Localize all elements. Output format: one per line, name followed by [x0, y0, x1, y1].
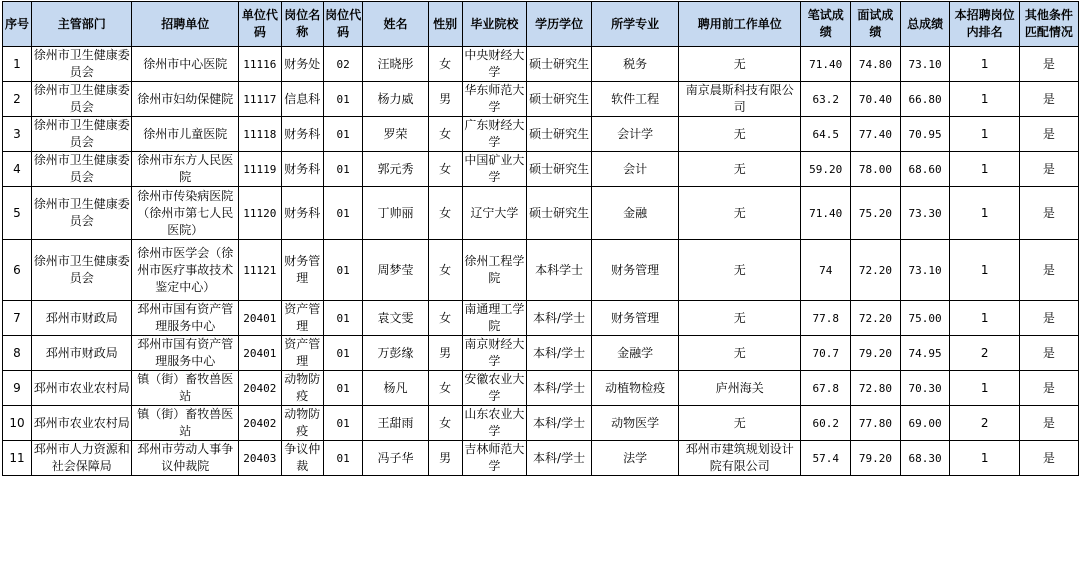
cell-interview: 79.20 [851, 441, 901, 476]
cell-other: 是 [1019, 371, 1078, 406]
header-seq: 序号 [3, 2, 32, 47]
cell-major: 财务管理 [592, 301, 679, 336]
cell-major: 软件工程 [592, 82, 679, 117]
cell-dept: 徐州市卫生健康委员会 [31, 240, 131, 301]
cell-dept: 徐州市卫生健康委员会 [31, 82, 131, 117]
cell-school: 中国矿业大学 [462, 152, 526, 187]
cell-post-code: 02 [324, 47, 363, 82]
cell-interview: 72.20 [851, 240, 901, 301]
cell-written: 74 [801, 240, 851, 301]
header-interview: 面试成绩 [851, 2, 901, 47]
cell-name: 杨凡 [363, 371, 428, 406]
cell-major: 法学 [592, 441, 679, 476]
header-total: 总成绩 [900, 2, 950, 47]
cell-interview: 79.20 [851, 336, 901, 371]
cell-post-name: 资产管理 [281, 301, 323, 336]
cell-prev-employer: 庐州海关 [679, 371, 801, 406]
cell-degree: 本科/学士 [526, 441, 591, 476]
cell-post-name: 动物防疫 [281, 406, 323, 441]
header-written: 笔试成绩 [801, 2, 851, 47]
cell-name: 郭元秀 [363, 152, 428, 187]
cell-seq: 10 [3, 406, 32, 441]
cell-name: 王甜雨 [363, 406, 428, 441]
cell-gender: 女 [428, 371, 462, 406]
cell-school: 广东财经大学 [462, 117, 526, 152]
cell-total: 73.10 [900, 240, 950, 301]
cell-unit-code: 20402 [239, 406, 281, 441]
table-row [3, 336, 1079, 371]
cell-unit: 徐州市医学会（徐州市医疗事故技术鉴定中心） [132, 240, 239, 301]
cell-dept: 徐州市卫生健康委员会 [31, 152, 131, 187]
cell-unit: 邳州市国有资产管理服务中心 [132, 301, 239, 336]
cell-post-name: 财务科 [281, 187, 323, 240]
cell-name: 冯子华 [363, 441, 428, 476]
cell-other: 是 [1019, 301, 1078, 336]
cell-prev-employer: 无 [679, 301, 801, 336]
header-prev-employer: 聘用前工作单位 [679, 2, 801, 47]
cell-major: 会计学 [592, 117, 679, 152]
cell-name: 杨力威 [363, 82, 428, 117]
cell-gender: 男 [428, 441, 462, 476]
cell-name: 汪晓彤 [363, 47, 428, 82]
header-degree: 学历学位 [526, 2, 591, 47]
cell-unit: 镇（街）畜牧兽医站 [132, 406, 239, 441]
cell-name: 周梦莹 [363, 240, 428, 301]
cell-unit-code: 11119 [239, 152, 281, 187]
cell-rank: 1 [950, 441, 1019, 476]
cell-total: 70.95 [900, 117, 950, 152]
cell-unit-code: 20401 [239, 301, 281, 336]
cell-other: 是 [1019, 152, 1078, 187]
cell-rank: 1 [950, 371, 1019, 406]
cell-post-name: 财务科 [281, 152, 323, 187]
cell-seq: 1 [3, 47, 32, 82]
roster-table [2, 1, 1079, 476]
cell-other: 是 [1019, 47, 1078, 82]
cell-prev-employer: 无 [679, 406, 801, 441]
cell-interview: 74.80 [851, 47, 901, 82]
cell-rank: 1 [950, 301, 1019, 336]
cell-interview: 72.80 [851, 371, 901, 406]
cell-rank: 1 [950, 240, 1019, 301]
cell-major: 会计 [592, 152, 679, 187]
table-row [3, 441, 1079, 476]
cell-total: 73.10 [900, 47, 950, 82]
cell-written: 57.4 [801, 441, 851, 476]
cell-total: 70.30 [900, 371, 950, 406]
cell-unit-code: 11117 [239, 82, 281, 117]
header-row [3, 2, 1079, 47]
cell-rank: 1 [950, 47, 1019, 82]
cell-gender: 男 [428, 82, 462, 117]
cell-total: 68.60 [900, 152, 950, 187]
cell-written: 67.8 [801, 371, 851, 406]
cell-other: 是 [1019, 82, 1078, 117]
cell-post-code: 01 [324, 117, 363, 152]
cell-other: 是 [1019, 117, 1078, 152]
cell-post-name: 财务管理 [281, 240, 323, 301]
cell-rank: 1 [950, 117, 1019, 152]
header-post-code: 岗位代码 [324, 2, 363, 47]
cell-written: 71.40 [801, 47, 851, 82]
header-gender: 性别 [428, 2, 462, 47]
cell-name: 罗荣 [363, 117, 428, 152]
cell-major: 动植物检疫 [592, 371, 679, 406]
cell-degree: 本科/学士 [526, 301, 591, 336]
cell-unit: 徐州市传染病医院（徐州市第七人民医院） [132, 187, 239, 240]
cell-major: 财务管理 [592, 240, 679, 301]
cell-seq: 2 [3, 82, 32, 117]
cell-unit: 徐州市中心医院 [132, 47, 239, 82]
cell-gender: 女 [428, 406, 462, 441]
cell-school: 徐州工程学院 [462, 240, 526, 301]
cell-school: 华东师范大学 [462, 82, 526, 117]
table-row [3, 187, 1079, 240]
header-post-name: 岗位名称 [281, 2, 323, 47]
cell-dept: 邳州市财政局 [31, 336, 131, 371]
cell-interview: 78.00 [851, 152, 901, 187]
table-row [3, 82, 1079, 117]
cell-name: 丁帅丽 [363, 187, 428, 240]
cell-post-code: 01 [324, 187, 363, 240]
cell-seq: 8 [3, 336, 32, 371]
cell-post-name: 资产管理 [281, 336, 323, 371]
cell-post-code: 01 [324, 301, 363, 336]
cell-gender: 女 [428, 117, 462, 152]
cell-degree: 本科/学士 [526, 336, 591, 371]
table-row [3, 152, 1079, 187]
cell-school: 安徽农业大学 [462, 371, 526, 406]
cell-prev-employer: 无 [679, 117, 801, 152]
cell-total: 73.30 [900, 187, 950, 240]
cell-post-code: 01 [324, 152, 363, 187]
cell-school: 山东农业大学 [462, 406, 526, 441]
cell-written: 77.8 [801, 301, 851, 336]
header-major: 所学专业 [592, 2, 679, 47]
cell-post-code: 01 [324, 240, 363, 301]
cell-post-name: 财务处 [281, 47, 323, 82]
cell-interview: 72.20 [851, 301, 901, 336]
cell-seq: 9 [3, 371, 32, 406]
header-unit: 招聘单位 [132, 2, 239, 47]
header-rank: 本招聘岗位内排名 [950, 2, 1019, 47]
cell-other: 是 [1019, 336, 1078, 371]
cell-unit-code: 20401 [239, 336, 281, 371]
cell-unit: 邳州市劳动人事争议仲裁院 [132, 441, 239, 476]
cell-degree: 本科学士 [526, 240, 591, 301]
cell-total: 75.00 [900, 301, 950, 336]
cell-total: 68.30 [900, 441, 950, 476]
cell-other: 是 [1019, 240, 1078, 301]
cell-post-code: 01 [324, 441, 363, 476]
cell-interview: 77.40 [851, 117, 901, 152]
cell-written: 60.2 [801, 406, 851, 441]
cell-post-name: 财务科 [281, 117, 323, 152]
cell-unit: 邳州市国有资产管理服务中心 [132, 336, 239, 371]
cell-unit-code: 20403 [239, 441, 281, 476]
cell-prev-employer: 无 [679, 47, 801, 82]
cell-gender: 女 [428, 187, 462, 240]
cell-written: 63.2 [801, 82, 851, 117]
cell-dept: 邳州市农业农村局 [31, 406, 131, 441]
cell-post-name: 争议仲裁 [281, 441, 323, 476]
cell-gender: 女 [428, 47, 462, 82]
cell-name: 万彭缘 [363, 336, 428, 371]
cell-seq: 11 [3, 441, 32, 476]
cell-degree: 本科/学士 [526, 371, 591, 406]
cell-seq: 6 [3, 240, 32, 301]
cell-prev-employer: 无 [679, 240, 801, 301]
cell-seq: 3 [3, 117, 32, 152]
table-row [3, 240, 1079, 301]
cell-unit-code: 11120 [239, 187, 281, 240]
cell-post-code: 01 [324, 82, 363, 117]
cell-written: 64.5 [801, 117, 851, 152]
cell-unit-code: 11121 [239, 240, 281, 301]
cell-name: 袁文雯 [363, 301, 428, 336]
cell-degree: 硕士研究生 [526, 187, 591, 240]
table-row [3, 117, 1079, 152]
cell-rank: 1 [950, 82, 1019, 117]
cell-other: 是 [1019, 187, 1078, 240]
cell-degree: 本科/学士 [526, 406, 591, 441]
cell-prev-employer: 无 [679, 187, 801, 240]
cell-major: 税务 [592, 47, 679, 82]
cell-seq: 4 [3, 152, 32, 187]
cell-school: 南京财经大学 [462, 336, 526, 371]
cell-unit: 徐州市东方人民医院 [132, 152, 239, 187]
table-row [3, 301, 1079, 336]
cell-other: 是 [1019, 441, 1078, 476]
header-other: 其他条件匹配情况 [1019, 2, 1078, 47]
cell-dept: 徐州市卫生健康委员会 [31, 187, 131, 240]
cell-rank: 1 [950, 187, 1019, 240]
cell-total: 66.80 [900, 82, 950, 117]
cell-post-code: 01 [324, 406, 363, 441]
cell-degree: 硕士研究生 [526, 47, 591, 82]
cell-post-name: 动物防疫 [281, 371, 323, 406]
cell-prev-employer: 邳州市建筑规划设计院有限公司 [679, 441, 801, 476]
cell-dept: 邳州市农业农村局 [31, 371, 131, 406]
cell-dept: 徐州市卫生健康委员会 [31, 117, 131, 152]
cell-unit: 徐州市儿童医院 [132, 117, 239, 152]
cell-prev-employer: 无 [679, 152, 801, 187]
cell-school: 中央财经大学 [462, 47, 526, 82]
cell-school: 南通理工学院 [462, 301, 526, 336]
cell-total: 69.00 [900, 406, 950, 441]
cell-total: 74.95 [900, 336, 950, 371]
cell-seq: 5 [3, 187, 32, 240]
cell-written: 71.40 [801, 187, 851, 240]
cell-other: 是 [1019, 406, 1078, 441]
cell-degree: 硕士研究生 [526, 152, 591, 187]
cell-interview: 75.20 [851, 187, 901, 240]
header-name: 姓名 [363, 2, 428, 47]
cell-dept: 邳州市财政局 [31, 301, 131, 336]
header-school: 毕业院校 [462, 2, 526, 47]
cell-degree: 硕士研究生 [526, 117, 591, 152]
cell-degree: 硕士研究生 [526, 82, 591, 117]
cell-prev-employer: 南京晨斯科技有限公司 [679, 82, 801, 117]
cell-dept: 邳州市人力资源和社会保障局 [31, 441, 131, 476]
cell-interview: 77.80 [851, 406, 901, 441]
cell-written: 70.7 [801, 336, 851, 371]
cell-gender: 女 [428, 240, 462, 301]
cell-school: 辽宁大学 [462, 187, 526, 240]
cell-unit: 徐州市妇幼保健院 [132, 82, 239, 117]
cell-dept: 徐州市卫生健康委员会 [31, 47, 131, 82]
cell-post-code: 01 [324, 371, 363, 406]
cell-unit: 镇（街）畜牧兽医站 [132, 371, 239, 406]
table-row [3, 406, 1079, 441]
cell-post-code: 01 [324, 336, 363, 371]
cell-major: 金融学 [592, 336, 679, 371]
cell-major: 动物医学 [592, 406, 679, 441]
header-dept: 主管部门 [31, 2, 131, 47]
cell-gender: 男 [428, 336, 462, 371]
cell-unit-code: 11116 [239, 47, 281, 82]
cell-unit-code: 20402 [239, 371, 281, 406]
cell-rank: 2 [950, 336, 1019, 371]
cell-post-name: 信息科 [281, 82, 323, 117]
cell-gender: 女 [428, 301, 462, 336]
cell-prev-employer: 无 [679, 336, 801, 371]
table-row [3, 371, 1079, 406]
header-unit-code: 单位代码 [239, 2, 281, 47]
cell-written: 59.20 [801, 152, 851, 187]
cell-gender: 女 [428, 152, 462, 187]
table-row [3, 47, 1079, 82]
cell-major: 金融 [592, 187, 679, 240]
cell-school: 吉林师范大学 [462, 441, 526, 476]
cell-rank: 2 [950, 406, 1019, 441]
cell-rank: 1 [950, 152, 1019, 187]
cell-interview: 70.40 [851, 82, 901, 117]
cell-unit-code: 11118 [239, 117, 281, 152]
cell-seq: 7 [3, 301, 32, 336]
